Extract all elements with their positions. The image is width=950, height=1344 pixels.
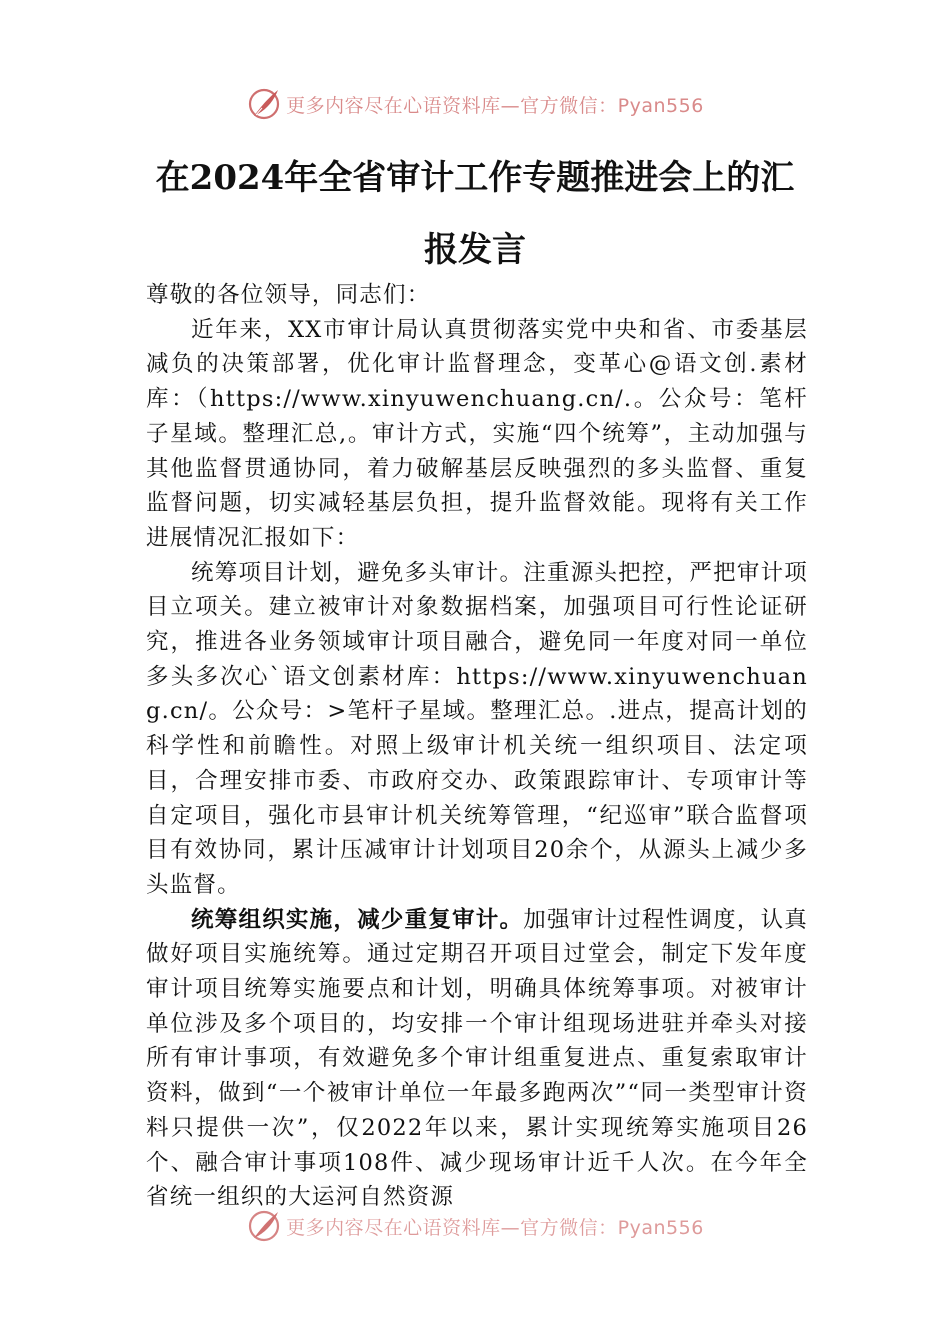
watermark-text: 更多内容尽在心语资料库—官方微信：Pyan556 xyxy=(286,1216,704,1239)
watermark-text: 更多内容尽在心语资料库—官方微信：Pyan556 xyxy=(286,94,704,117)
watermark-header xyxy=(0,84,950,124)
document-body xyxy=(146,278,808,1215)
paragraph-implementation xyxy=(146,903,808,1215)
watermark-footer xyxy=(0,1206,950,1246)
document-title-line-1: 在2024年全省审计工作专题推进会上的汇 xyxy=(155,158,795,198)
paragraph-project-planning: 统筹项目计划，避免多头审计。注重源头把控，严把审计项目立项关。建立被审计对象数据档案，加强项目可行性论证研究，推进各业务领域审计项目融合，避免同一年度对同一单位多头多次心`语文创素材库：https://www.xinyuwenchuang.cn/。公众号：>笔杆子星域。整理汇总。.进点，提高计划的科学性和前瞻性。对照上级审计机关统一组织项目、法定项目，合理安排市委、市政府交办、政策跟踪审计、专项审计等自定项目，强化市县审计机关统筹管理，“纪巡审”联合监督项目有效协同，累计压减审计计划项目20余个，从源头上减少多头监督。 xyxy=(146,559,808,898)
paragraph-implementation-body: 加强审计过程性调度，认真做好项目实施统筹。通过定期召开项目过堂会，制定下发年度审计项目统筹实施要点和计划，明确具体统筹事项。对被审计单位涉及多个项目的，均安排一个审计组现场进驻并牵头对接所有审计事项，有效避免多个审计组重复进点、重复索取审计资料，做到“一个被审计单位一年最多跑两次”“同一类型审计资料只提供一次”，仅2022年以来，累计实现统筹实施项目26个、融合审计事项108件、减少现场审计近千人次。在今年全省统一组织的大运河自然资源 xyxy=(146,906,808,1211)
quill-pen-seal-icon xyxy=(246,1208,282,1244)
document-title-line-2: 报发言 xyxy=(424,230,526,270)
quill-pen-seal-icon xyxy=(246,86,282,122)
paragraph-intro: 近年来，XX市审计局认真贯彻落实党中央和省、市委基层减负的决策部署，优化审计监督理念，变革心@语文创.素材库：（https://www.xinyuwenchuang.cn/.。公众号：笔杆子星域。整理汇总,。审计方式，实施“四个统筹”，主动加强与其他监督贯通协同，着力破解基层反映强烈的多头监督、重复监督问题，切实减轻基层负担，提升监督效能。现将有关工作进展情况汇报如下： xyxy=(146,316,808,551)
salutation: 尊敬的各位领导，同志们： xyxy=(146,282,431,308)
section-heading: 统筹组织实施，减少重复审计。 xyxy=(191,906,524,933)
